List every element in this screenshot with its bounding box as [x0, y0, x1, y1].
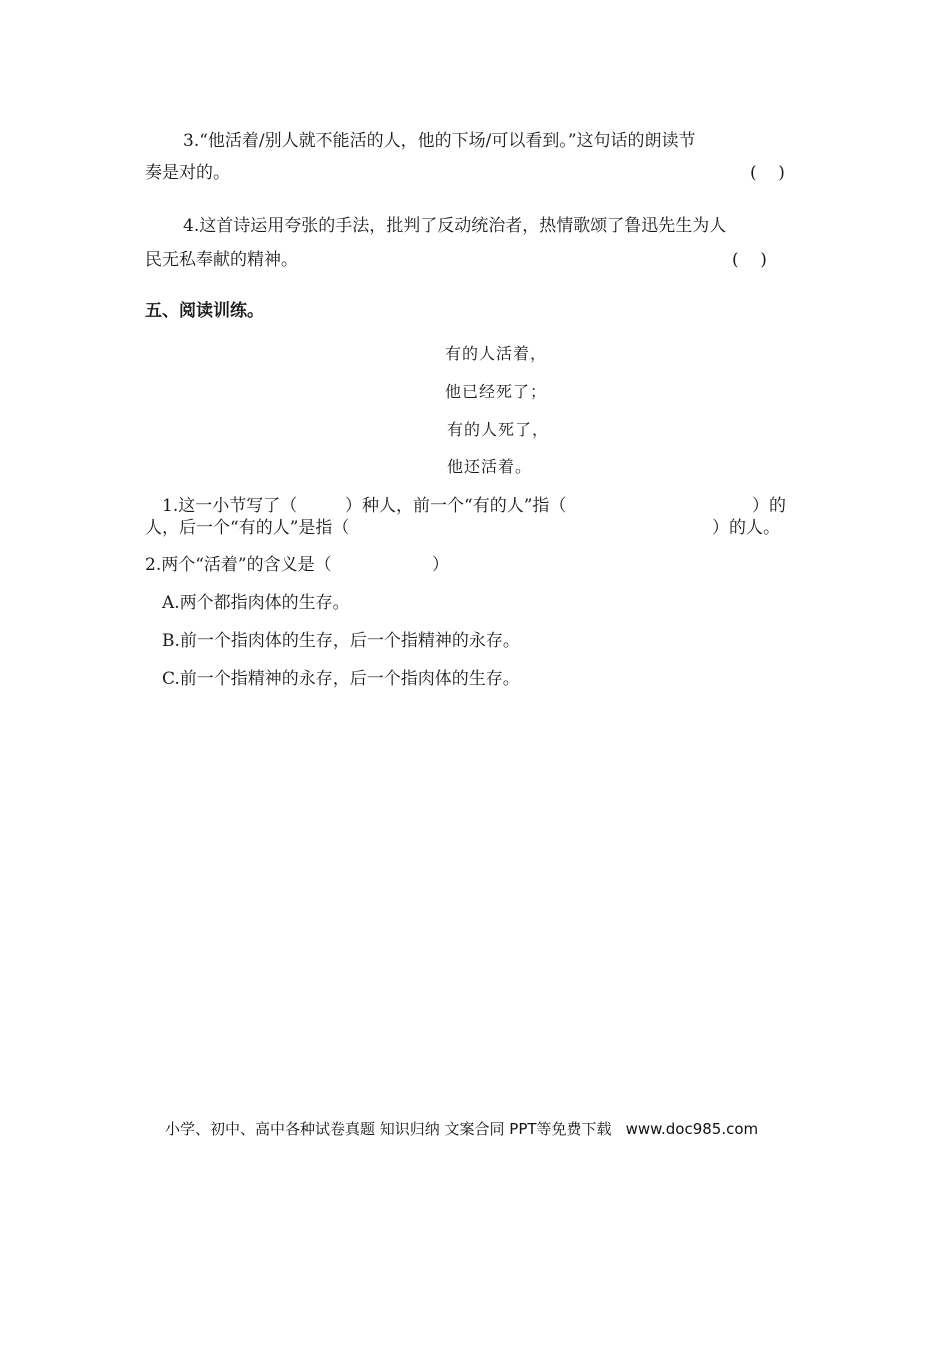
q2-option-b: B.前一个指肉体的生存，后一个指精神的永存。 — [162, 631, 520, 651]
item3-line1: 3.“他活着/别人就不能活的人，他的下场/可以看到。”这句话的朗读节 — [183, 131, 696, 151]
poem-line-4: 他还活着。 — [447, 457, 533, 476]
q1-line2-a: 人，后一个“有的人”是指（ — [145, 518, 350, 538]
poem-line-1: 有的人活着， — [445, 344, 548, 363]
q1-part-a: 1.这一小节写了（ — [162, 496, 298, 516]
q2-option-c: C.前一个指精神的永存，后一个指肉体的生存。 — [162, 669, 520, 689]
q1-part-b: ）种人，前一个“有的人”指（ — [345, 496, 567, 516]
q1-part-c: ）的 — [752, 496, 786, 516]
item4-answer-paren: ( ) — [732, 250, 767, 270]
q2-stem: 2.两个“活着”的含义是（ — [145, 555, 332, 575]
poem-line-2: 他已经死了； — [445, 382, 548, 401]
footer-url[interactable]: www.doc985.com — [625, 1120, 759, 1138]
item3-line2: 奏是对的。 — [145, 163, 230, 183]
footer-text: 小学、初中、高中各种试卷真题 知识归纳 文案合同 PPT等免费下载 — [165, 1120, 612, 1138]
item4-line1: 4.这首诗运用夸张的手法，批判了反动统治者，热情歌颂了鲁迅先生为人 — [183, 216, 727, 236]
section5-heading: 五、阅读训练。 — [145, 301, 264, 321]
footer — [165, 1118, 758, 1140]
q2-stem-close: ） — [432, 555, 449, 575]
item3-answer-paren: ( ) — [750, 163, 785, 183]
q2-option-a: A.两个都指肉体的生存。 — [162, 593, 350, 613]
q1-line2-b: ）的人。 — [712, 518, 780, 538]
poem-line-3: 有的人死了， — [447, 420, 550, 439]
item4-line2: 民无私奉献的精神。 — [145, 250, 298, 270]
